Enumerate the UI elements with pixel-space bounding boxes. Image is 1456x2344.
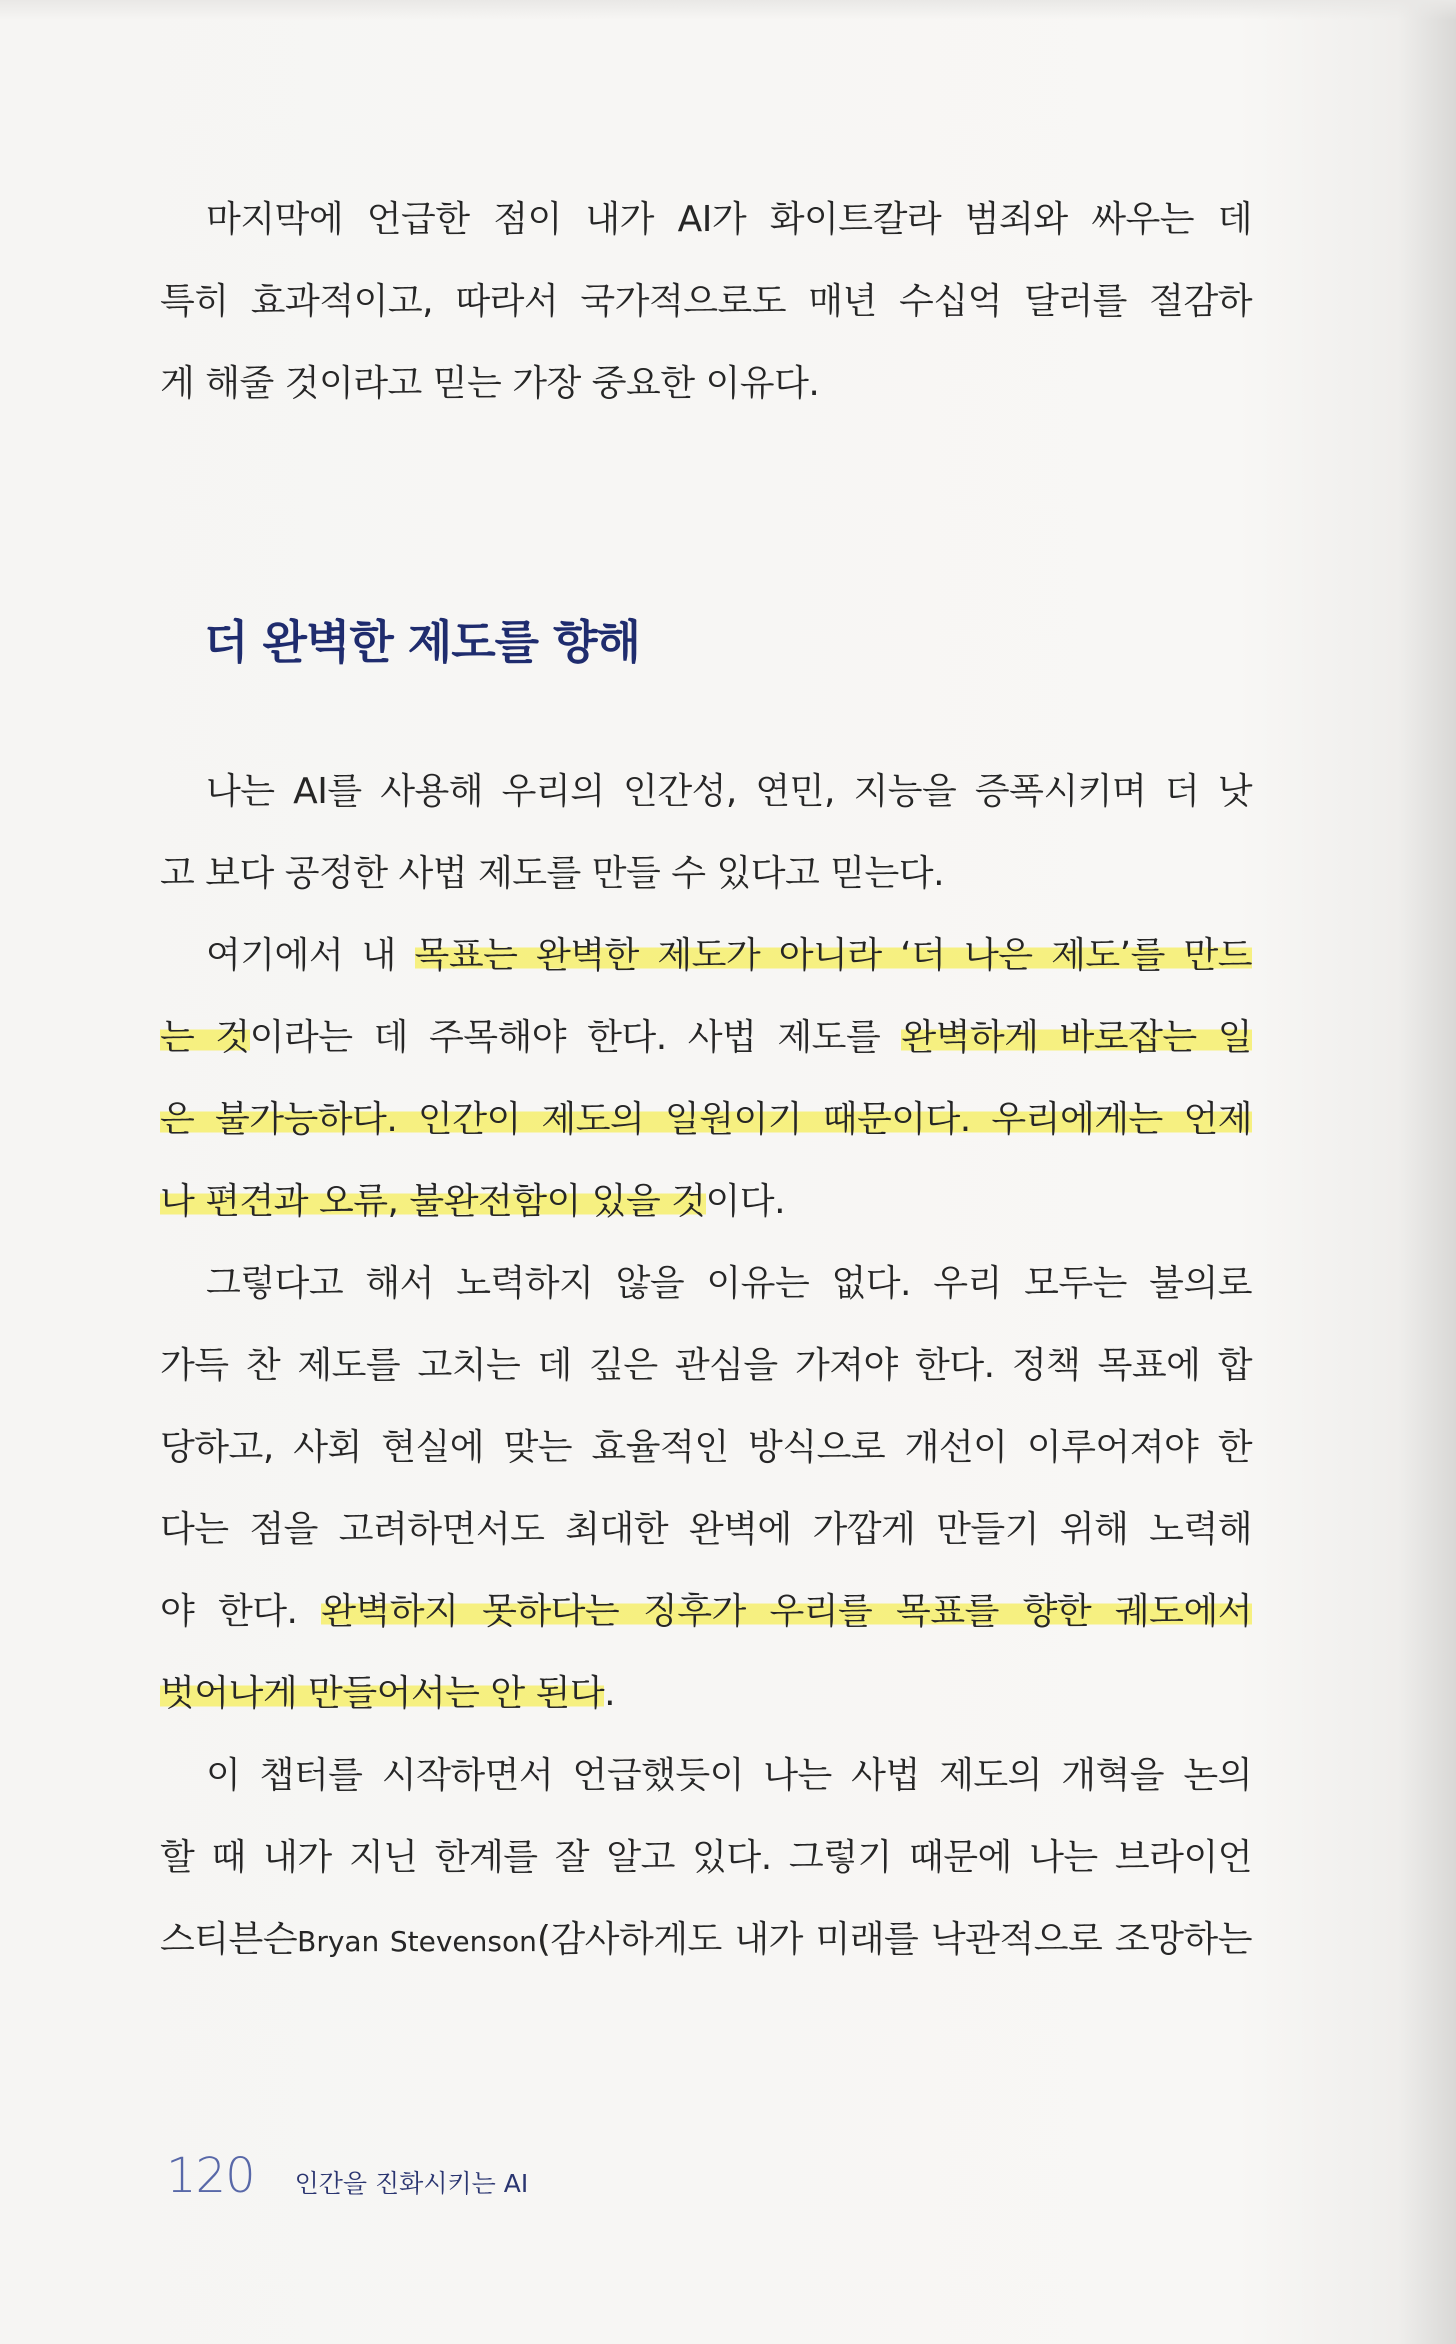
text-line <box>160 833 1252 915</box>
text-line <box>160 1653 1252 1735</box>
section-body <box>160 751 1252 1981</box>
text-line <box>160 997 1252 1079</box>
text-segment: 그렇다고 해서 노력하지 않을 이유는 없다. 우리 모두는 불의로 <box>206 1263 1252 1304</box>
text-segment: 다는 점을 고려하면서도 최대한 완벽에 가깝게 만들기 위해 노력해 <box>160 1509 1252 1550</box>
text-segment: 당하고, 사회 현실에 맞는 효율적인 방식으로 개선이 이루어져야 한 <box>160 1427 1252 1468</box>
section-heading: 더 완벽한 제도를 향해 <box>204 615 640 669</box>
text-line <box>160 261 1252 343</box>
page-footer <box>166 2148 528 2204</box>
text-line <box>160 1489 1252 1571</box>
text-segment: 나는 AI를 사용해 우리의 인간성, 연민, 지능을 증폭시키며 더 낫 <box>206 771 1252 812</box>
text-segment: Bryan Stevenson <box>297 1925 537 1958</box>
paragraph <box>160 1243 1252 1735</box>
highlighted-text: 벗어나게 만들어서는 안 된다 <box>160 1673 605 1714</box>
paragraph <box>160 751 1252 915</box>
running-title: 인간을 진화시키는 AI <box>294 2169 529 2198</box>
text-line <box>160 1817 1252 1899</box>
text-line <box>160 179 1252 261</box>
paragraph <box>160 915 1252 1243</box>
text-line <box>160 1243 1252 1325</box>
page-number: 120 <box>166 2148 255 2204</box>
text-line <box>160 1079 1252 1161</box>
text-line <box>160 343 1252 425</box>
highlighted-text: 완벽하게 바로잡는 일 <box>901 1017 1253 1058</box>
text-segment: 야 한다. <box>160 1591 322 1632</box>
highlighted-text: 는 것 <box>160 1017 250 1058</box>
text-line <box>160 1899 1252 1981</box>
text-segment: 이 챕터를 시작하면서 언급했듯이 나는 사법 제도의 개혁을 논의 <box>206 1755 1252 1796</box>
highlighted-text: 목표는 완벽한 제도가 아니라 ‘더 나은 제도’를 만드 <box>414 935 1252 976</box>
text-line <box>160 1325 1252 1407</box>
text-segment: 할 때 내가 지닌 한계를 잘 알고 있다. 그렇기 때문에 나는 브라이언 <box>160 1837 1252 1878</box>
text-segment: (감사하게도 내가 미래를 낙관적으로 조망하는 <box>536 1919 1252 1960</box>
highlighted-text: 나 편견과 오류, 불완전함이 있을 것 <box>160 1181 706 1222</box>
text-segment: 고 보다 공정한 사법 제도를 만들 수 있다고 믿는다. <box>160 853 945 894</box>
paragraph <box>160 179 1252 425</box>
paragraph <box>160 1735 1252 1981</box>
highlighted-text: 완벽하지 못하다는 징후가 우리를 목표를 향한 궤도에서 <box>321 1591 1252 1632</box>
text-line <box>160 915 1252 997</box>
highlighted-text: 은 불가능하다. 인간이 제도의 일원이기 때문이다. 우리에게는 언제 <box>160 1099 1252 1140</box>
text-segment: 게 해줄 것이라고 믿는 가장 중요한 이유다. <box>160 363 820 404</box>
text-segment: 이라는 데 주목해야 한다. 사법 제도를 <box>249 1017 902 1058</box>
text-segment: . <box>604 1673 616 1714</box>
text-segment: 여기에서 내 <box>206 935 415 976</box>
text-segment: 스티븐슨 <box>160 1919 298 1960</box>
page-edge-shadow <box>0 0 1456 20</box>
text-line <box>160 1735 1252 1817</box>
text-line <box>160 1407 1252 1489</box>
text-segment: 특히 효과적이고, 따라서 국가적으로도 매년 수십억 달러를 절감하 <box>160 281 1252 322</box>
text-segment: 이다. <box>705 1181 786 1222</box>
text-segment: 가득 찬 제도를 고치는 데 깊은 관심을 가져야 한다. 정책 목표에 합 <box>160 1345 1252 1386</box>
text-line <box>160 1161 1252 1243</box>
text-segment: 마지막에 언급한 점이 내가 AI가 화이트칼라 범죄와 싸우는 데 <box>206 199 1252 240</box>
paragraph-intro <box>160 179 1252 425</box>
text-line <box>160 1571 1252 1653</box>
text-line <box>160 751 1252 833</box>
